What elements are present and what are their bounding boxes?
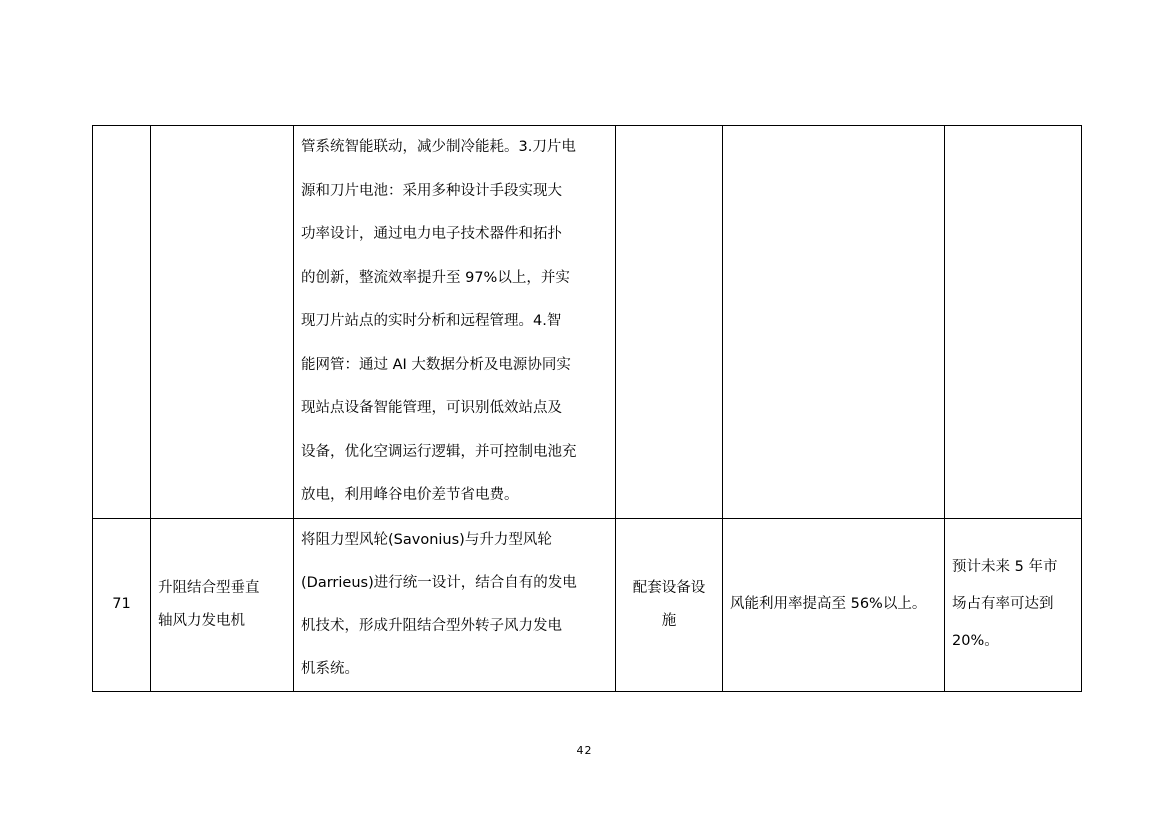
cell-content — [294, 518, 616, 691]
content-text: 管系统智能联动，减少制冷能耗。3.刀片电 源和刀片电池：采用多种设计手段实现大 功率设计，通过电力电子技术器件和拓扑 的创新，整流效率提升至 97%以上，并实 现刀片站点的实时分析和远程管理。4.智 能网管：通过 AI 大数据分析及电源协同实 现站点设备智能管理，可识别低效站点及 设备，优化空调运行逻辑，并可控制电池充 放电，利用峰谷电价差节省电费。 — [301, 139, 577, 503]
row-number: 71 — [112, 595, 131, 612]
cell-name — [151, 126, 294, 519]
table-row — [93, 518, 1082, 691]
cell-category — [616, 126, 723, 519]
cell-name — [151, 518, 294, 691]
cell-content — [294, 126, 616, 519]
category-text: 配套设备设 施 — [632, 579, 706, 629]
cell-indicator — [723, 518, 945, 691]
cell-number — [93, 126, 151, 519]
indicator-text: 风能利用率提高至 56%以上。 — [730, 596, 927, 612]
content-text: 将阻力型风轮(Savonius)与升力型风轮 (Darrieus)进行统一设计，结合自有的发电 机技术，形成升阻结合型外转子风力发电 机系统。 — [301, 531, 577, 677]
table-row — [93, 126, 1082, 519]
cell-market — [945, 518, 1082, 691]
cell-number — [93, 518, 151, 691]
market-text: 预计未来 5 年市 场占有率可达到 20%。 — [952, 559, 1058, 649]
product-name: 升阻结合型垂直 轴风力发电机 — [158, 579, 260, 629]
cell-indicator — [723, 126, 945, 519]
cell-market — [945, 126, 1082, 519]
cell-category — [616, 518, 723, 691]
document-table — [92, 125, 1082, 692]
page-number: 42 — [576, 744, 593, 757]
